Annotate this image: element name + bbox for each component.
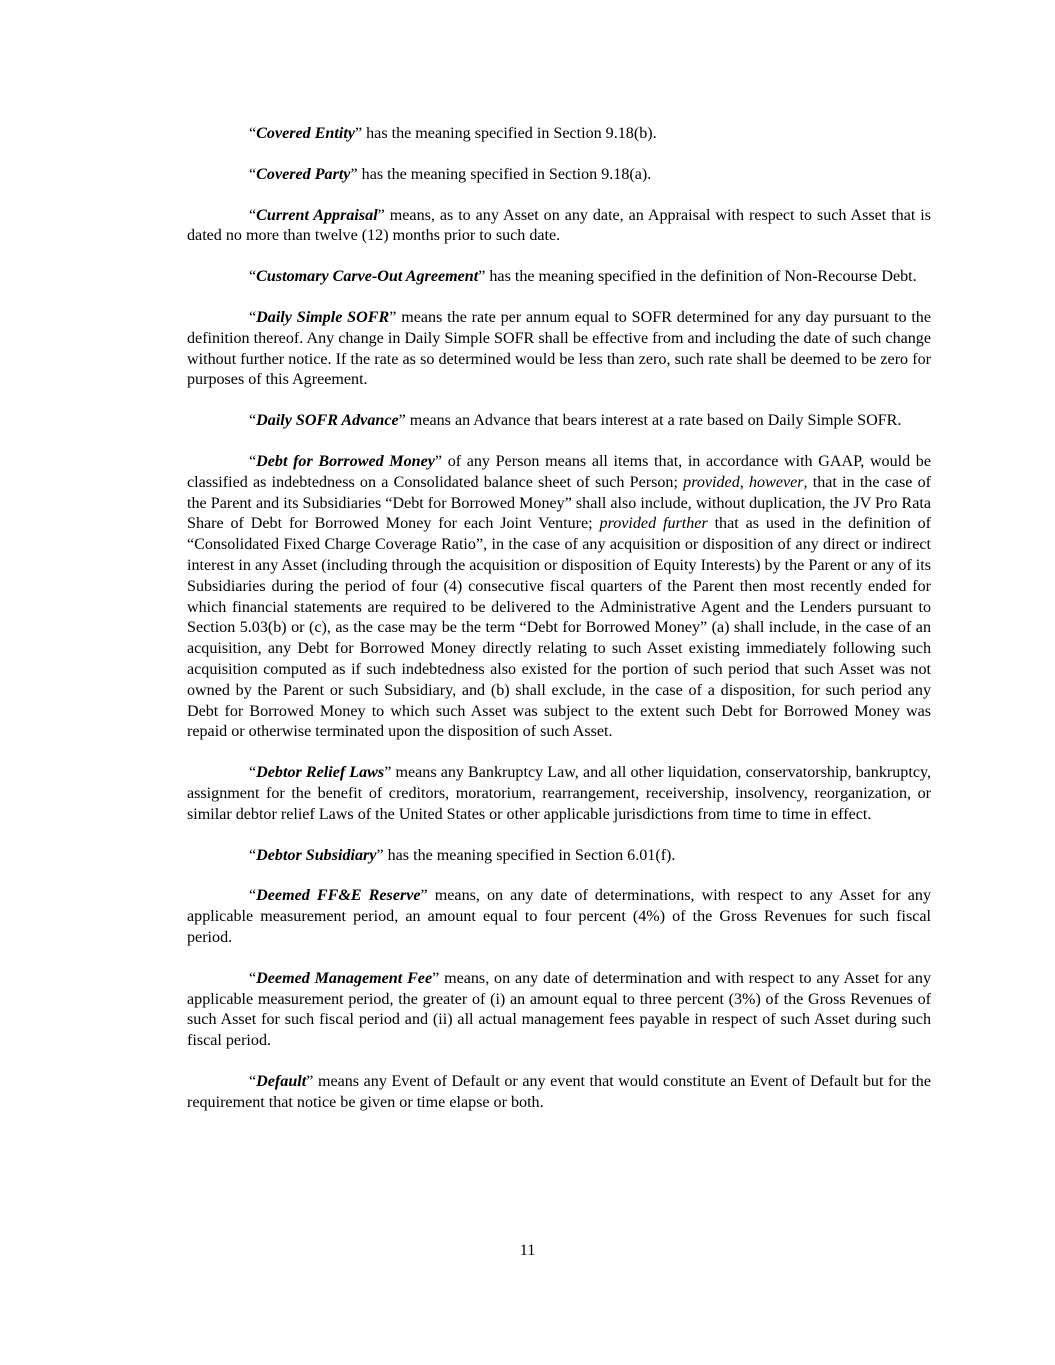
defined-term: Covered Party bbox=[256, 165, 351, 183]
definition-paragraph: “Covered Entity” has the meaning specified in Section 9.18(b). bbox=[249, 125, 657, 142]
definition-paragraph: “Current Appraisal” means, as to any Asset on any date, an Appraisal with respect to such Asset that is dated no more than twelve (12) months prior to such date. bbox=[187, 206, 931, 245]
definition-text: has the meaning specified in Section 6.01(f). bbox=[383, 846, 676, 864]
definition-paragraph: “Daily SOFR Advance” means an Advance that bears interest at a rate based on Daily Simple SOFR. bbox=[249, 412, 902, 430]
definition-paragraph: “Daily Simple SOFR” means the rate per annum equal to SOFR determined for any day pursuant to the definition thereof. Any change in Daily Simple SOFR shall be effective from and including the date of such change without further notice. If the rate as so determined would be less than zero, such rate shall be deemed to be zero for purposes of this Agreement. bbox=[187, 308, 931, 389]
definition-paragraph: “Debtor Subsidiary” has the meaning specified in Section 6.01(f). bbox=[249, 846, 676, 864]
definition-text: has the meaning specified in Section 9.18(b). bbox=[362, 125, 657, 142]
definition-text: , bbox=[739, 473, 749, 491]
defined-term: Daily SOFR Advance bbox=[256, 412, 399, 430]
defined-term: Deemed FF&E Reserve bbox=[256, 887, 421, 905]
italic-text: however bbox=[749, 473, 804, 491]
definition-paragraph: “Default” means any Event of Default or any event that would constitute an Event of Default but for the requirement that notice be given or time elapse or both. bbox=[187, 1072, 931, 1111]
defined-term: Debtor Subsidiary bbox=[256, 846, 377, 864]
defined-term: Default bbox=[256, 1072, 307, 1090]
defined-term: Debtor Relief Laws bbox=[256, 764, 385, 782]
definition-paragraph: “Customary Carve-Out Agreement” has the meaning specified in the definition of Non-Recourse Debt. bbox=[249, 268, 917, 286]
definition-text: means, as to any Asset on any date, an Appraisal with respect to such Asset that is dated no more than twelve (12) months prior to such date. bbox=[187, 206, 931, 245]
definition-text: means any Event of Default or any event that would constitute an Event of Default but for the requirement that notice be given or time elapse or both. bbox=[187, 1072, 931, 1111]
defined-term: Debt for Borrowed Money bbox=[256, 452, 435, 470]
definition-paragraph: “Covered Party” has the meaning specified in Section 9.18(a). bbox=[249, 165, 652, 183]
page-number: 11 bbox=[519, 1242, 536, 1259]
definition-text: means, on any date of determination and with respect to any Asset for any applicable measurement period, the greater of (i) an amount equal to three percent (3%) of the Gross Revenues of such Asset for such fiscal period and (ii) all actual management fees payable in respect of such Asset during such fiscal period. bbox=[187, 969, 931, 1050]
definition-text: means any Bankruptcy Law, and all other liquidation, conservatorship, bankruptcy, assignment for the benefit of creditors, moratorium, rearrangement, receivership, insolvency, reorganization, or similar debtor relief Laws of the United States or other applicable jurisdictions from time to time in effect. bbox=[187, 764, 931, 823]
document-page bbox=[187, 124, 931, 1133]
defined-term: Deemed Management Fee bbox=[256, 969, 433, 987]
definition-paragraph: “Debtor Relief Laws” means any Bankruptcy Law, and all other liquidation, conservatorship, bankruptcy, assignment for the benefit of creditors, moratorium, rearrangement, receivership, insolvency, reorganization, or similar debtor relief Laws of the United States or other applicable jurisdictions from time to time in effect. bbox=[187, 764, 931, 823]
defined-term: Customary Carve-Out Agreement bbox=[256, 268, 479, 286]
defined-term: Covered Entity bbox=[256, 125, 355, 142]
definition-text: that as used in the definition of “Consolidated Fixed Charge Coverage Ratio”, in the case of any acquisition or disposition of any direct or indirect interest in any Asset (including through the acquisition or disposition of Equity Interests) by the Parent or any of its Subsidiaries during the period of four (4) consecutive fiscal quarters of the Parent then most recently ended for which financial statements are required to be delivered to the Administrative Agent and the Lenders pursuant to Section 5.03(b) or (c), as the case may be the term “Debt for Borrowed Money” (a) shall include, in the case of an acquisition, any Debt for Borrowed Money directly relating to such Asset existing immediately following such acquisition computed as if such indebtedness also existed for the portion of such period that such Asset was not owned by the Parent or such Subsidiary, and (b) shall exclude, in the case of a disposition, for such period any Debt for Borrowed Money to which such Asset was subject to the extent such Debt for Borrowed Money was repaid or otherwise terminated upon the disposition of such Asset. bbox=[187, 515, 931, 741]
definition-text: means an Advance that bears interest at a rate based on Daily Simple SOFR. bbox=[405, 412, 902, 430]
definition-text: of any Person means all items that, in accordance with GAAP, would be classified as indebtedness on a Consolidated balance sheet of such Person; bbox=[187, 452, 931, 491]
definition-text: means, on any date of determinations, with respect to any Asset for any applicable measurement period, an amount equal to four percent (4%) of the Gross Revenues for such fiscal period. bbox=[187, 887, 932, 946]
definition-paragraph: “Deemed FF&E Reserve” means, on any date of determinations, with respect to any Asset for any applicable measurement period, an amount equal to four percent (4%) of the Gross Revenues for such fiscal period. bbox=[187, 887, 932, 946]
definition-paragraph: “Deemed Management Fee” means, on any date of determination and with respect to any Asset for any applicable measurement period, the greater of (i) an amount equal to three percent (3%) of the Gross Revenues of such Asset for such fiscal period and (ii) all actual management fees payable in respect of such Asset during such fiscal period. bbox=[187, 969, 931, 1050]
defined-term: Current Appraisal bbox=[256, 206, 378, 224]
italic-text: provided further bbox=[599, 515, 708, 533]
defined-term: Daily Simple SOFR bbox=[256, 308, 390, 326]
definition-text: has the meaning specified in the definition of Non-Recourse Debt. bbox=[485, 268, 917, 286]
definition-text: means the rate per annum equal to SOFR determined for any day pursuant to the definition thereof. Any change in Daily Simple SOFR shall be effective from and including the date of such change without further notice. If the rate as so determined would be less than zero, such rate shall be deemed to be zero for purposes of this Agreement. bbox=[187, 308, 931, 389]
definition-text: , that in the case of the Parent and its Subsidiaries “Debt for Borrowed Money” shall also include, without duplication, the JV Pro Rata Share of Debt for Borrowed Money for each Joint Venture; bbox=[187, 473, 931, 533]
italic-text: provided bbox=[683, 473, 740, 491]
definition-paragraph: “Debt for Borrowed Money” of any Person means all items that, in accordance with GAAP, would be classified as indebtedness on a Consolidated balance sheet of such Person; provided, however, that in the case of the Parent and its Subsidiaries “Debt for Borrowed Money” shall also include, without duplication, the JV Pro Rata Share of Debt for Borrowed Money for each Joint Venture; provided further that as used in the definition of “Consolidated Fixed Charge Coverage Ratio”, in the case of any acquisition or disposition of any direct or indirect interest in any Asset (including through the acquisition or disposition of Equity Interests) by the Parent or any of its Subsidiaries during the period of four (4) consecutive fiscal quarters of the Parent then most recently ended for which financial statements are required to be delivered to the Administrative Agent and the Lenders pursuant to Section 5.03(b) or (c), as the case may be the term “Debt for Borrowed Money” (a) shall include, in the case of an acquisition, any Debt for Borrowed Money directly relating to such Asset existing immediately following such acquisition computed as if such indebtedness also existed for the portion of such period that such Asset was not owned by the Parent or such Subsidiary, and (b) shall exclude, in the case of a disposition, for such period any Debt for Borrowed Money to which such Asset was subject to the extent such Debt for Borrowed Money was repaid or otherwise terminated upon the disposition of such Asset. bbox=[187, 452, 931, 741]
definition-text: has the meaning specified in Section 9.18(a). bbox=[357, 165, 652, 183]
definitions-list bbox=[187, 124, 931, 1113]
